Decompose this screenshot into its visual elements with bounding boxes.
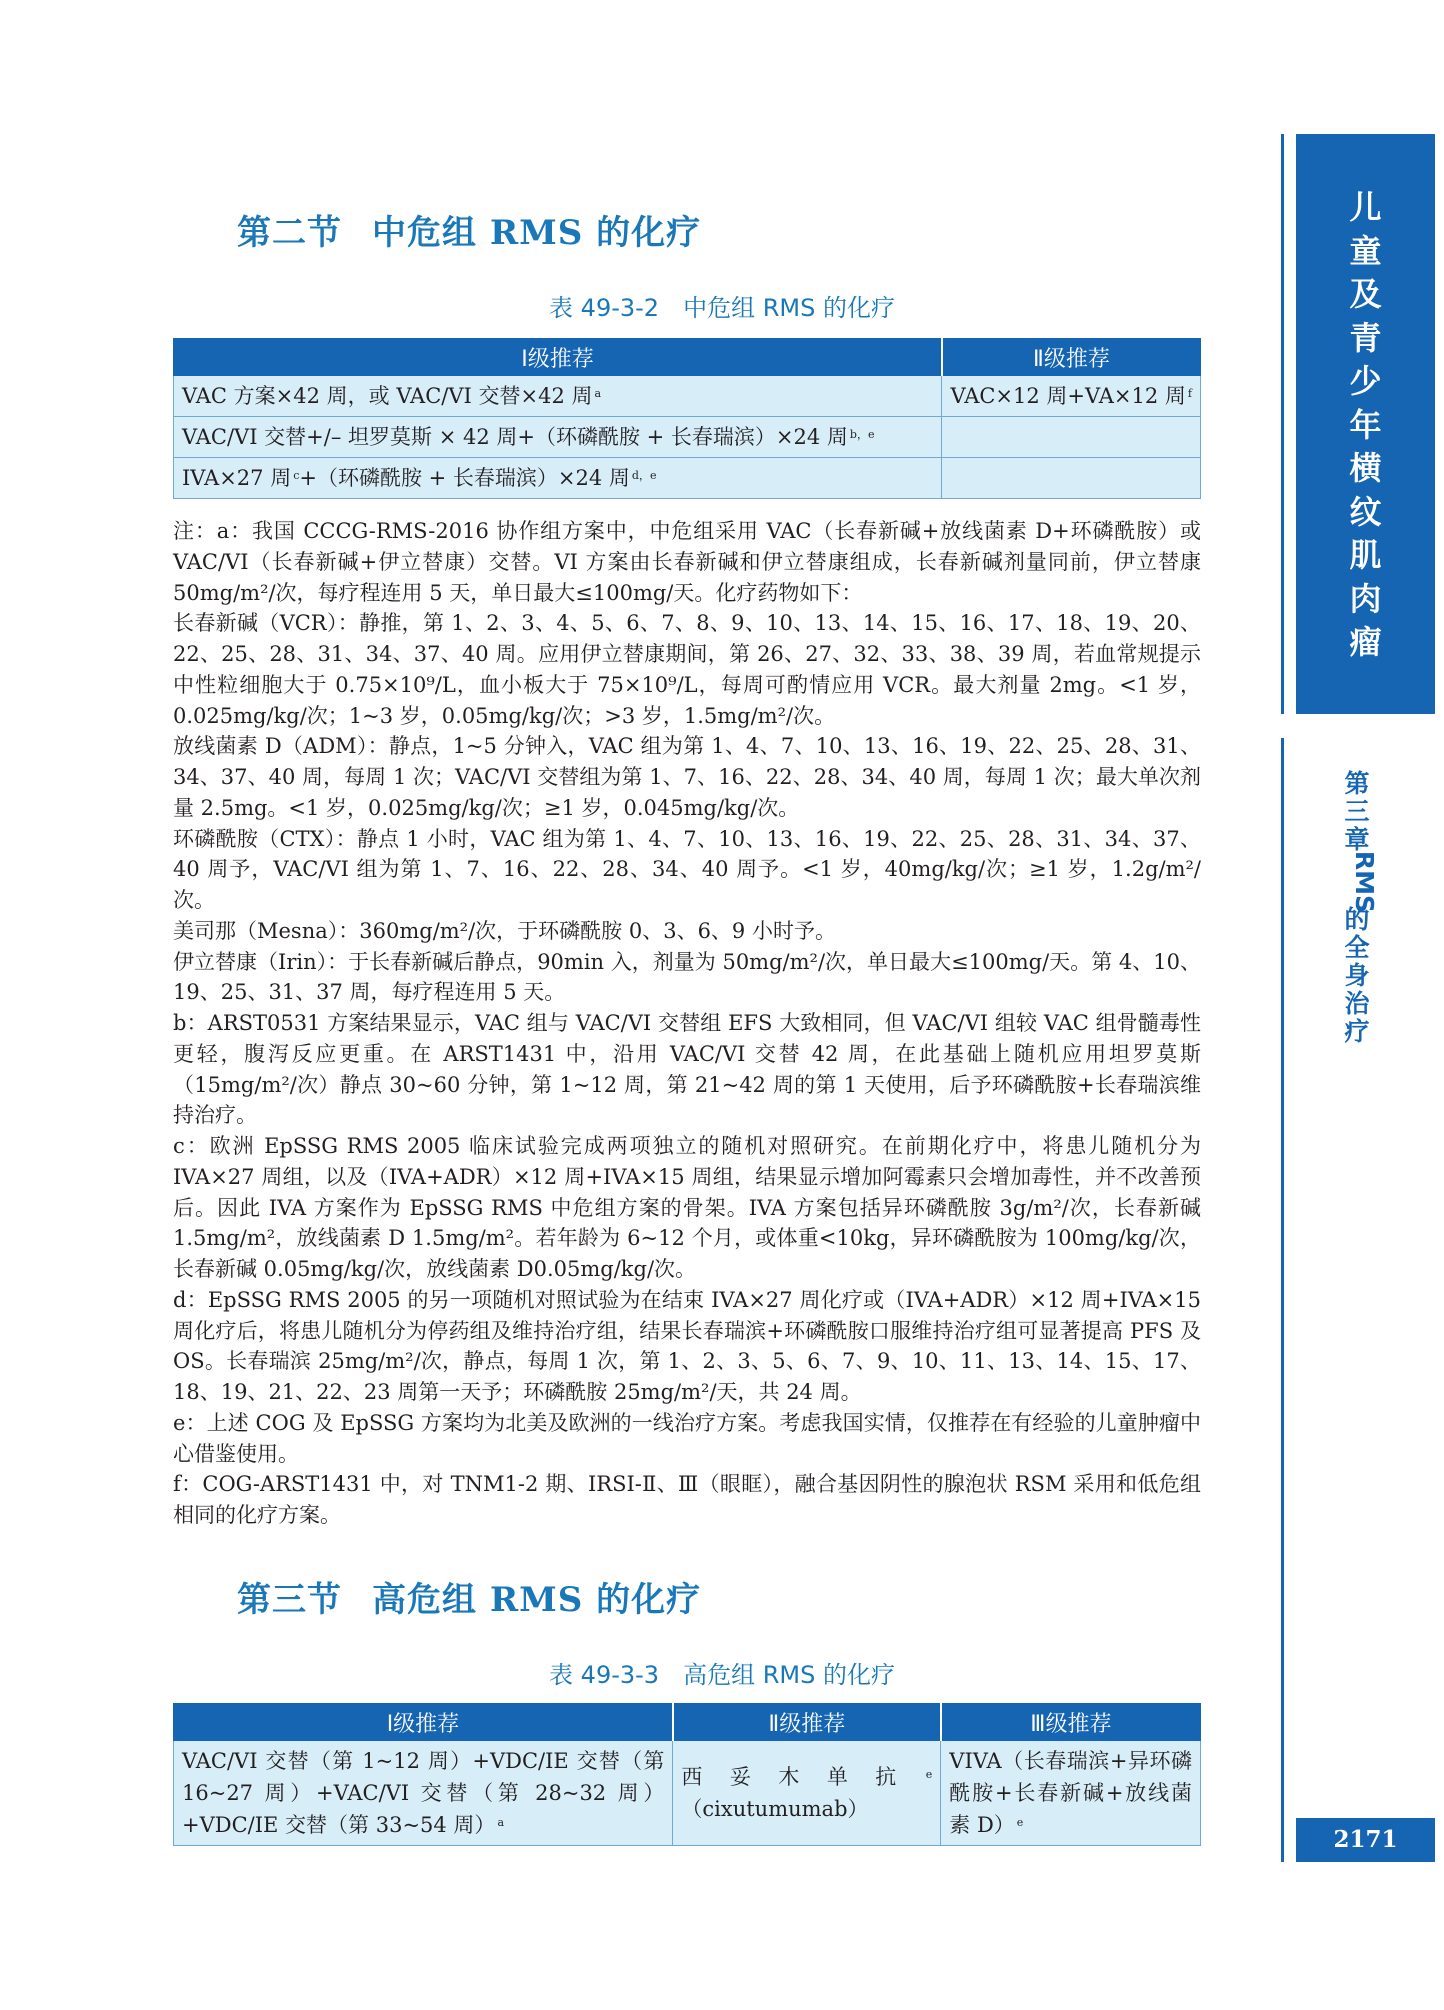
sidebar-rule-top <box>1281 134 1284 714</box>
section-heading: 中危组 RMS 的化疗 <box>372 213 702 253</box>
note-paragraph: 长春新碱（VCR）：静推，第 1、2、3、4、5、6、7、8、9、10、13、14、15、16、17、18、19、20、22、25、28、31、34、37、40 周。应用伊立替康期间，第 26、27、32、33、38、39 周，若血常规提示中性粒细胞大于 0.75×10⁹/L，血小板大于 75×10⁹/L，每周可酌情应用 VCR。最大剂量 2mg。<1 岁，0.025mg/kg/次；1~3 岁，0.05mg/kg/次；>3 岁，1.5mg/m²/次。 <box>173 611 1201 728</box>
chapter-char: 疗 <box>1344 1017 1370 1046</box>
chapter-char: 章 <box>1344 825 1370 854</box>
table-title: 表 49-3-2 中危组 RMS 的化疗 <box>549 294 895 322</box>
cell-text: （cixutumumab） <box>681 1797 869 1821</box>
table-row <box>174 458 1201 499</box>
title-char: 及 <box>1349 275 1382 313</box>
table-header-row <box>174 1704 1201 1741</box>
title-char: 少 <box>1349 362 1382 400</box>
note-paragraph: f：COG-ARST1431 中，对 TNM1-2 期、IRSI-Ⅱ、Ⅲ（眼眶），融合基因阴性的腺泡状 RSM 采用和低危组相同的化疗方案。 <box>173 1472 1201 1527</box>
page-number: 2171 <box>1296 1818 1435 1862</box>
table-cell <box>174 417 942 458</box>
table-notes <box>173 516 1201 1531</box>
table-cell <box>942 376 1201 417</box>
table-cell <box>942 417 1201 458</box>
book-title-tab <box>1296 134 1435 714</box>
chapter-label-vertical <box>1333 770 1381 1046</box>
cell-text: IVA×27 周 <box>182 466 292 490</box>
note-paragraph: c：欧洲 EpSSG RMS 2005 临床试验完成两项独立的随机对照研究。在前期化疗中，将患儿随机分为 IVA×27 周组，以及（IVA+ADR）×12 周+IVA×15 周组，结果显示增加阿霉素只会增加毒性，并不改善预后。因此 IVA 方案作为 EpSSG RMS 中危组方案的骨架。IVA 方案包括异环磷酰胺 3g/m²/次，长春新碱 1.5mg/m²，放线菌素 D 1.5mg/m²。若年龄为 6~12 个月，或体重<10kg，异环磷酰胺为 100mg/kg/次，长春新碱 0.05mg/kg/次，放线菌素 D0.05mg/kg/次。 <box>173 1134 1201 1281</box>
footnote-ref: f <box>1187 387 1192 400</box>
title-char: 儿 <box>1349 188 1382 226</box>
book-title-vertical <box>1296 186 1435 665</box>
footnote-ref: c <box>293 469 300 482</box>
section-title-high-risk <box>237 1572 701 1621</box>
table-cell <box>174 458 942 499</box>
note-paragraph: e：上述 COG 及 EpSSG 方案均为北美及欧洲的一线治疗方案。考虑我国实情，仅推荐在有经验的儿童肿瘤中心借鉴使用。 <box>173 1410 1201 1466</box>
sidebar-rule-bottom <box>1281 738 1284 1862</box>
title-char: 纹 <box>1349 492 1382 531</box>
footnote-ref: b，e <box>849 428 875 441</box>
table-row <box>174 417 1201 458</box>
chapter-latin: RMS <box>1350 850 1380 914</box>
table-header-row <box>174 339 1201 376</box>
title-char: 青 <box>1349 318 1382 357</box>
section-title-intermediate <box>237 205 701 254</box>
header-level-2: Ⅱ级推荐 <box>942 339 1201 376</box>
header-level-2: Ⅱ级推荐 <box>673 1704 941 1741</box>
note-paragraph: 环磷酰胺（CTX）：静点 1 小时，VAC 组为第 1、4、7、10、13、16、19、22、25、28、31、34、37、40 周予，VAC/VI 组为第 1、7、16、22、28、34、40 周予。<1 岁，40mg/kg/次；≥1 岁，1.2g/m²/次。 <box>173 826 1201 912</box>
title-char: 童 <box>1349 231 1382 270</box>
table-cell <box>174 376 942 417</box>
table-cell <box>942 458 1201 499</box>
cell-text: 西妥木单抗 <box>681 1765 924 1789</box>
table-row <box>174 376 1201 417</box>
note-paragraph: b：ARST0531 方案结果显示，VAC 组与 VAC/VI 交替组 EFS 大致相同，但 VAC/VI 组较 VAC 组骨髓毒性更轻，腹泻反应更重。在 ARST1431 中，沿用 VAC/VI 交替 42 周，在此基础上随机应用坦罗莫斯（15mg/m²/次）静点 30~60 分钟，第 1~12 周，第 21~42 周的第 1 天使用，后予环磷酰胺+长春瑞滨维持治疗。 <box>173 1011 1201 1128</box>
note-paragraph: 美司那（Mesna）：360mg/m²/次，于环磷酰胺 0、3、6、9 小时予。 <box>173 918 836 943</box>
high-risk-table <box>173 1703 1201 1846</box>
header-level-1: Ⅰ级推荐 <box>174 339 942 376</box>
cell-text: VAC 方案×42 周，或 VAC/VI 交替×42 周 <box>182 384 593 408</box>
table-title: 表 49-3-3 高危组 RMS 的化疗 <box>549 1661 895 1689</box>
table-cell <box>174 1741 673 1846</box>
section-number: 第三节 <box>237 1580 342 1620</box>
note-paragraph: d：EpSSG RMS 2005 的另一项随机对照试验为在结束 IVA×27 周化疗或（IVA+ADR）×12 周+IVA×15 周化疗后，将患儿随机分为停药组及维持治疗组，结果长春瑞滨+环磷酰胺口服维持治疗组可显著提高 PFS 及 OS。长春瑞滨 25mg/m²/次，静点，每周 1 次，第 1、2、3、5、6、7、9、10、11、13、14、15、17、18、19、21、22、23 周第一天予；环磷酰胺 25mg/m²/天，共 24 周。 <box>173 1287 1201 1404</box>
title-char: 肌 <box>1349 536 1382 574</box>
header-level-3: Ⅲ级推荐 <box>941 1704 1201 1741</box>
section-number: 第二节 <box>237 213 342 253</box>
title-char: 肉 <box>1349 579 1382 618</box>
header-level-1: Ⅰ级推荐 <box>174 1704 673 1741</box>
chapter-char: 身 <box>1344 961 1370 990</box>
cell-text: VIVA（长春瑞滨+异环磷酰胺+长春新碱+放线菌素 D） <box>949 1749 1192 1837</box>
note-paragraph: 放线菌素 D（ADM）：静点，1~5 分钟入，VAC 组为第 1、4、7、10、13、16、19、22、25、28、31、34、37、40 周，每周 1 次；VAC/VI 交替组为第 1、7、16、22、28、34、40 周，每周 1 次；最大单次剂量 2.5mg。<1 岁，0.025mg/kg/次；≥1 岁，0.045mg/kg/次。 <box>173 734 1201 820</box>
note-paragraph: 伊立替康（Irin）：于长春新碱后静点，90min 入，剂量为 50mg/m²/次，单日最大≤100mg/天。第 4、10、19、25、31、37 周，每疗程连用 5 天。 <box>173 949 1201 1005</box>
table-cell <box>673 1741 941 1846</box>
chapter-char: 全 <box>1344 933 1370 962</box>
chapter-char: 三 <box>1344 797 1370 826</box>
cell-text: VAC×12 周+VA×12 周 <box>950 384 1186 408</box>
chapter-char: 的 <box>1344 905 1370 934</box>
cell-text: +（环磷酰胺 + 长春瑞滨）×24 周 <box>299 466 630 490</box>
table-row <box>174 1741 1201 1846</box>
footnote-ref: a <box>594 387 602 400</box>
chapter-char: 治 <box>1344 989 1370 1018</box>
title-char: 瘤 <box>1349 623 1382 661</box>
footnote-ref: a <box>497 1816 504 1829</box>
footnote-ref: e <box>925 1768 933 1781</box>
footnote-ref: e <box>1016 1816 1024 1829</box>
title-char: 年 <box>1349 405 1382 444</box>
footnote-ref: d，e <box>631 469 657 482</box>
note-paragraph: 注：a：我国 CCCG-RMS-2016 协作组方案中，中危组采用 VAC（长春新碱+放线菌素 D+环磷酰胺）或 VAC/VI（长春新碱+伊立替康）交替。VI 方案由长春新碱和伊立替康组成，长春新碱剂量同前，伊立替康 50mg/m²/次，每疗程连用 5 天，单日最大≤100mg/天。化疗药物如下： <box>173 519 1201 605</box>
title-char: 横 <box>1349 449 1382 487</box>
cell-text: VAC/VI 交替（第 1~12 周）+VDC/IE 交替（第 16~27 周）+VAC/VI 交替（第 28~32 周）+VDC/IE 交替（第 33~54 周） <box>182 1749 665 1837</box>
cell-text: VAC/VI 交替+/– 坦罗莫斯 × 42 周+（环磷酰胺 + 长春瑞滨）×24 周 <box>182 425 848 449</box>
section-heading: 高危组 RMS 的化疗 <box>372 1580 702 1620</box>
intermediate-risk-table <box>173 338 1201 499</box>
chapter-char: 第 <box>1344 769 1370 798</box>
table-cell <box>941 1741 1201 1846</box>
